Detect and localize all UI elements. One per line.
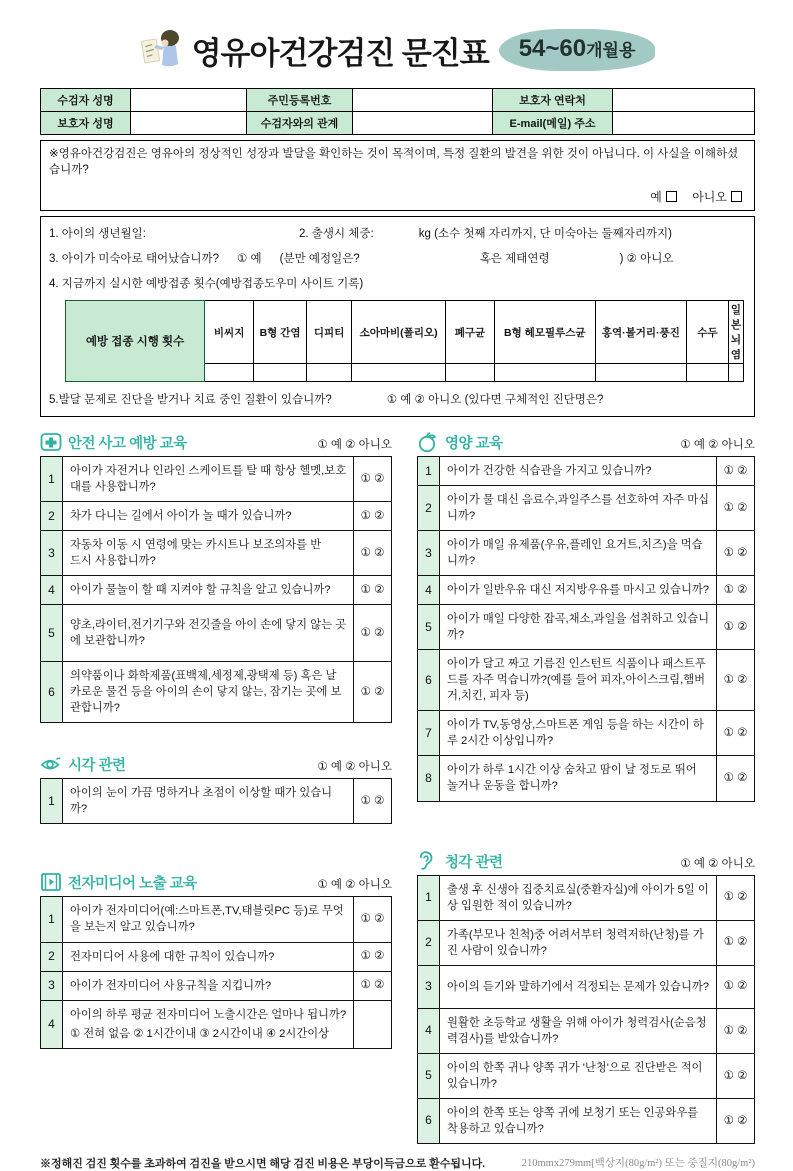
question-number: 8 — [418, 756, 440, 801]
question-text-line: 아이의 하루 평균 전자미디어 노출시간은 얼마나 됩니까? — [70, 1008, 347, 1021]
answer-choices[interactable]: ① ② — [354, 779, 392, 824]
vaccine-col-pneumo: 폐구균 — [445, 301, 494, 364]
question-number: 4 — [41, 1000, 63, 1048]
nutrition-question-table — [417, 456, 755, 801]
table-row — [41, 457, 392, 502]
question-text: 전자미디어 사용에 대한 규칙이 있습니까? — [63, 942, 354, 971]
answer-choices[interactable]: ① ② — [717, 576, 755, 605]
notice-yes-checkbox[interactable] — [666, 191, 677, 202]
question-options[interactable]: ① 전혀 없음 ② 1시간이내 ③ 2시간이내 ④ 2시간이상 — [70, 1027, 330, 1040]
answer-choices[interactable]: ① ② — [354, 576, 392, 605]
vaccine-count-input-varicella[interactable] — [687, 364, 729, 382]
question-text: 아이가 물 대신 음료수,과일주스를 선호하여 자주 마십니까? — [440, 486, 717, 531]
vaccine-count-input-pneumo[interactable] — [445, 364, 494, 382]
table-row — [418, 605, 755, 650]
answer-choices[interactable]: ① ② — [717, 1008, 755, 1053]
table-row — [41, 112, 755, 135]
birthdate-weight-line — [49, 225, 744, 241]
ear-icon — [417, 850, 439, 872]
answer-choices[interactable]: ① ② — [717, 531, 755, 576]
answer-choices[interactable]: ① ② — [354, 531, 392, 576]
table-row — [418, 875, 755, 920]
answer-choices[interactable]: ① ② — [354, 502, 392, 531]
media-question-table — [40, 896, 392, 1048]
question-number: 2 — [41, 502, 63, 531]
question-number: 1 — [418, 457, 440, 486]
identity-info-table — [40, 88, 755, 135]
safety-scale-legend: ① 예 ② 아니오 — [317, 439, 392, 452]
section-hearing — [417, 850, 755, 1144]
answer-choices[interactable]: ① ② — [717, 1053, 755, 1098]
question-text: 아이가 자전거나 인라인 스케이트를 탈 때 항상 헬멧,보호대를 사용합니까? — [63, 457, 354, 502]
answer-choices[interactable]: ① ② — [354, 605, 392, 662]
vision-section-title: 시각 관련 — [68, 758, 126, 775]
answer-choices[interactable]: ① ② — [717, 756, 755, 801]
question-text — [63, 1000, 354, 1048]
table-row — [418, 486, 755, 531]
table-row — [66, 301, 744, 364]
development-question: 5.발달 문제로 진단을 받거나 치료 중인 질환이 있습니까? — [49, 394, 332, 407]
header — [40, 26, 755, 74]
relationship-label: 수검자와의 관계 — [247, 112, 353, 135]
question-number: 5 — [418, 1053, 440, 1098]
question-text: 자동차 이동 시 연령에 맞는 카시트나 보조의자를 반드시 사용합니까? — [63, 531, 354, 576]
left-column — [40, 431, 392, 1049]
vaccine-col-hepb: B형 간염 — [254, 301, 307, 364]
question-text: 아이가 물놀이 할 때 지켜야 할 규칙을 알고 있습니까? — [63, 576, 354, 605]
purpose-notice-box — [40, 140, 755, 211]
question-number: 2 — [418, 486, 440, 531]
safety-question-table — [40, 456, 392, 723]
notice-no-checkbox[interactable] — [731, 191, 742, 202]
media-section-title: 전자미디어 노출 교육 — [68, 876, 197, 893]
fruit-icon — [417, 431, 439, 453]
premature-option-yes: ① 예 — [237, 253, 262, 266]
question-text: 아이가 건강한 식습관을 가지고 있습니까? — [440, 457, 717, 486]
question-number: 1 — [41, 897, 63, 942]
question-number: 3 — [41, 971, 63, 1000]
vaccine-col-hib: B형 헤모필루스균 — [494, 301, 595, 364]
safety-section-title: 안전 사고 예방 교육 — [68, 436, 187, 453]
vaccine-col-mmr: 홍역·볼거리·풍진 — [595, 301, 686, 364]
question-text: 아이가 전자미디어 사용규칙을 지킵니까? — [63, 971, 354, 1000]
table-row — [41, 576, 392, 605]
footer-paper-spec: 210mmx279mm[백상지(80g/m²) 또는 중질지(80g/m²) — [521, 1157, 755, 1169]
birthweight-question: 2. 출생시 체중: — [299, 228, 374, 241]
question-number: 1 — [41, 779, 63, 824]
answer-choices[interactable]: ① ② — [717, 457, 755, 486]
question-text: 가족(부모나 친척)중 어려서부터 청력저하(난청)를 가진 사람이 있습니까? — [440, 920, 717, 965]
answer-choices[interactable]: ① ② — [354, 662, 392, 723]
answer-choices[interactable]: ① ② — [717, 1098, 755, 1143]
table-row — [418, 756, 755, 801]
age-range-suffix: 개월용 — [586, 41, 636, 60]
vaccine-count-input-dpt[interactable] — [306, 364, 351, 382]
table-row — [41, 1000, 392, 1048]
question-text: 아이가 매일 유제품(우유,플레인 요거트,치즈)을 먹습니까? — [440, 531, 717, 576]
vaccine-count-input-hepb[interactable] — [254, 364, 307, 382]
question-number: 4 — [41, 576, 63, 605]
development-question-line — [49, 391, 744, 407]
vaccine-count-input-mmr[interactable] — [595, 364, 686, 382]
question-number: 6 — [418, 1098, 440, 1143]
hearing-section-title: 청각 관련 — [445, 854, 503, 871]
question-text: 차가 다니는 길에서 아이가 놀 때가 있습니까? — [63, 502, 354, 531]
answer-choices[interactable]: ① ② — [717, 920, 755, 965]
question-text: 출생 후 신생아 집중치료실(중환자실)에 아이가 5일 이상 입원한 적이 있습니까? — [440, 875, 717, 920]
table-row — [418, 576, 755, 605]
premature-question: 3. 아이가 미숙아로 태어났습니까? — [49, 253, 219, 266]
play-media-icon — [40, 871, 62, 893]
question-number: 6 — [418, 650, 440, 711]
question-text: 원활한 초등학교 생활을 위해 아이가 청력검사(순음청력검사)를 받았습니까? — [440, 1008, 717, 1053]
notice-no-label: 아니오 — [692, 190, 727, 205]
guardian-contact-label: 보호자 연락처 — [493, 89, 613, 112]
resident-number-label: 주민등록번호 — [247, 89, 353, 112]
safety-section-header — [40, 431, 392, 453]
answer-choices[interactable]: ① ② — [717, 486, 755, 531]
vision-question-table — [40, 778, 392, 824]
writing-person-logo-icon — [140, 26, 182, 74]
birthdate-question: 1. 아이의 생년월일: — [49, 228, 146, 241]
nutrition-section-title: 영양 교육 — [445, 436, 503, 453]
question-text: 의약품이나 화학제품(표백제,세정제,광택제 등) 혹은 날카로운 물건 등을 아이의 손이 닿지 않는, 잠기는 곳에 보관합니까? — [63, 662, 354, 723]
answer-choices[interactable]: ① ② — [354, 897, 392, 942]
examinee-name-label: 수검자 성명 — [41, 89, 131, 112]
vaccine-count-input-polio[interactable] — [352, 364, 446, 382]
table-row — [41, 779, 392, 824]
section-safety — [40, 431, 392, 723]
vaccine-count-input-hib[interactable] — [494, 364, 595, 382]
answer-choices[interactable]: ① ② — [717, 650, 755, 711]
examinee-name-input[interactable] — [131, 89, 247, 112]
hearing-question-table — [417, 875, 755, 1144]
question-text: 아이가 매일 다양한 잡곡,채소,과일을 섭취하고 있습니까? — [440, 605, 717, 650]
question-text: 아이의 한쪽 또는 양쪽 귀에 보청기 또는 인공와우를 착용하고 있습니까? — [440, 1098, 717, 1143]
question-number: 3 — [41, 531, 63, 576]
hearing-scale-legend: ① 예 ② 아니오 — [680, 857, 755, 870]
table-row — [41, 531, 392, 576]
table-row — [41, 502, 392, 531]
question-number: 6 — [41, 662, 63, 723]
relationship-input[interactable] — [353, 112, 493, 135]
question-number: 5 — [41, 605, 63, 662]
vision-scale-legend: ① 예 ② 아니오 — [317, 761, 392, 774]
vaccine-col-dpt: 디피티 — [306, 301, 351, 364]
table-row — [418, 920, 755, 965]
question-text: 아이가 달고 짜고 기름진 인스턴트 식품이나 패스트푸드를 자주 먹습니까?(예를 들어 피자,아이스크림,햄버거,치킨, 피자 등) — [440, 650, 717, 711]
table-row — [418, 711, 755, 756]
question-text: 양초,라이터,전기기구와 전깃줄을 아이 손에 닿지 않는 곳에 보관합니까? — [63, 605, 354, 662]
email-label: E-mail(메일) 주소 — [493, 112, 613, 135]
table-row — [418, 650, 755, 711]
vaccination-question: 4. 지금까지 실시한 예방접종 횟수(예방접종도우미 사이트 기록) — [49, 278, 364, 291]
table-row — [418, 965, 755, 1008]
vaccine-col-je: 일본뇌염 — [728, 301, 743, 364]
table-row — [41, 662, 392, 723]
question-text: 아이의 눈이 가끔 멍하거나 초점이 이상할 때가 있습니까? — [63, 779, 354, 824]
right-column — [417, 431, 755, 1144]
question-number: 3 — [418, 531, 440, 576]
question-text: 아이가 하루 1시간 이상 숨차고 땀이 날 정도로 뛰어 놀거나 운동을 합니까? — [440, 756, 717, 801]
table-row — [41, 605, 392, 662]
answer-choices[interactable]: ① ② — [717, 965, 755, 1008]
hearing-section-header — [417, 850, 755, 872]
question-number: 7 — [418, 711, 440, 756]
question-number: 5 — [418, 605, 440, 650]
answer-choices — [354, 1000, 392, 1048]
footer-warning-note: ※정해진 검진 횟수를 초과하여 검진을 받으시면 해당 검진 비용은 부당이득금으로 환수됩니다. — [40, 1157, 486, 1170]
vaccine-col-bcg: 비씨지 — [205, 301, 254, 364]
premature-question-line — [49, 250, 744, 266]
question-sections — [40, 431, 755, 1144]
notice-yes-label: 예 — [650, 190, 662, 205]
vaccine-col-varicella: 수두 — [687, 301, 729, 364]
vaccine-count-input-je[interactable] — [728, 364, 743, 382]
vaccine-count-input-bcg[interactable] — [205, 364, 254, 382]
question-text: 아이의 듣기와 말하기에서 걱정되는 문제가 있습니까? — [440, 965, 717, 1008]
guardian-name-input[interactable] — [131, 112, 247, 135]
age-range-number: 54~60 — [518, 35, 587, 62]
preliminary-questions-box — [40, 216, 755, 417]
answer-choices[interactable]: ① ② — [354, 457, 392, 502]
vision-section-header — [40, 753, 392, 775]
question-text: 아이가 TV,동영상,스마트폰 게임 등을 하는 시간이 하루 2시간 이상입니까? — [440, 711, 717, 756]
question-number: 4 — [418, 1008, 440, 1053]
purpose-notice-text: ※영유아건강검진은 영유아의 정상적인 성장과 발달을 확인하는 것이 목적이며, 특정 질환의 발견을 위한 것이 아닙니다. 이 사실을 이해하셨습니까? — [49, 148, 739, 176]
table-row — [41, 89, 755, 112]
table-row — [418, 1008, 755, 1053]
premature-duedate-paren: (분만 예정일은? — [279, 253, 360, 266]
question-text: 아이가 일반우유 대신 저지방우유를 마시고 있습니까? — [440, 576, 717, 605]
eye-icon — [40, 753, 62, 775]
question-text: 아이가 전자미디어(예:스마트폰,TV,태블릿PC 등)로 무엇을 보는지 알고 있습니까? — [63, 897, 354, 942]
page-title: 영유아건강검진 문진표 — [191, 35, 489, 71]
table-row — [41, 897, 392, 942]
question-text: 아이의 한쪽 귀나 양쪽 귀가 '난청'으로 진단받은 적이 있습니까? — [440, 1053, 717, 1098]
first-aid-cross-icon — [40, 431, 62, 453]
guardian-contact-input[interactable] — [613, 89, 755, 112]
table-row — [418, 1053, 755, 1098]
email-input[interactable] — [613, 112, 755, 135]
resident-number-input[interactable] — [353, 89, 493, 112]
media-scale-legend: ① 예 ② 아니오 — [317, 879, 392, 892]
question-number: 3 — [418, 965, 440, 1008]
answer-choices[interactable]: ① ② — [717, 605, 755, 650]
media-section-header — [40, 871, 392, 893]
answer-choices[interactable]: ① ② — [354, 942, 392, 971]
answer-choices[interactable]: ① ② — [717, 875, 755, 920]
vaccine-col-polio: 소아마비(폴리오) — [352, 301, 446, 364]
section-media — [40, 871, 392, 1048]
section-nutrition — [417, 431, 755, 801]
question-number: 4 — [418, 576, 440, 605]
table-row — [41, 942, 392, 971]
guardian-name-label: 보호자 성명 — [41, 112, 131, 135]
vaccine-count-row-label: 예방 접종 시행 횟수 — [66, 301, 205, 382]
answer-choices[interactable]: ① ② — [717, 711, 755, 756]
vaccination-table — [65, 300, 744, 382]
table-row — [418, 457, 755, 486]
answer-choices[interactable]: ① ② — [354, 971, 392, 1000]
question-number: 1 — [41, 457, 63, 502]
question-number: 1 — [418, 875, 440, 920]
age-range-badge — [499, 29, 656, 71]
development-question-options: ① 예 ② 아니오 (있다면 구체적인 진단명은? — [386, 394, 604, 407]
question-number: 2 — [418, 920, 440, 965]
table-row — [41, 971, 392, 1000]
question-number: 2 — [41, 942, 63, 971]
birthweight-unit-note: kg (소수 첫째 자리까지, 단 미숙아는 둘째자리까지) — [418, 228, 672, 241]
gestational-age-label: 혹은 제태연령 — [479, 253, 550, 266]
nutrition-scale-legend: ① 예 ② 아니오 — [680, 439, 755, 452]
section-vision — [40, 753, 392, 824]
footer — [40, 1155, 755, 1171]
premature-option-no: ) ② 아니오 — [619, 253, 674, 266]
nutrition-section-header — [417, 431, 755, 453]
notice-answer-row — [49, 188, 744, 205]
table-row — [418, 531, 755, 576]
